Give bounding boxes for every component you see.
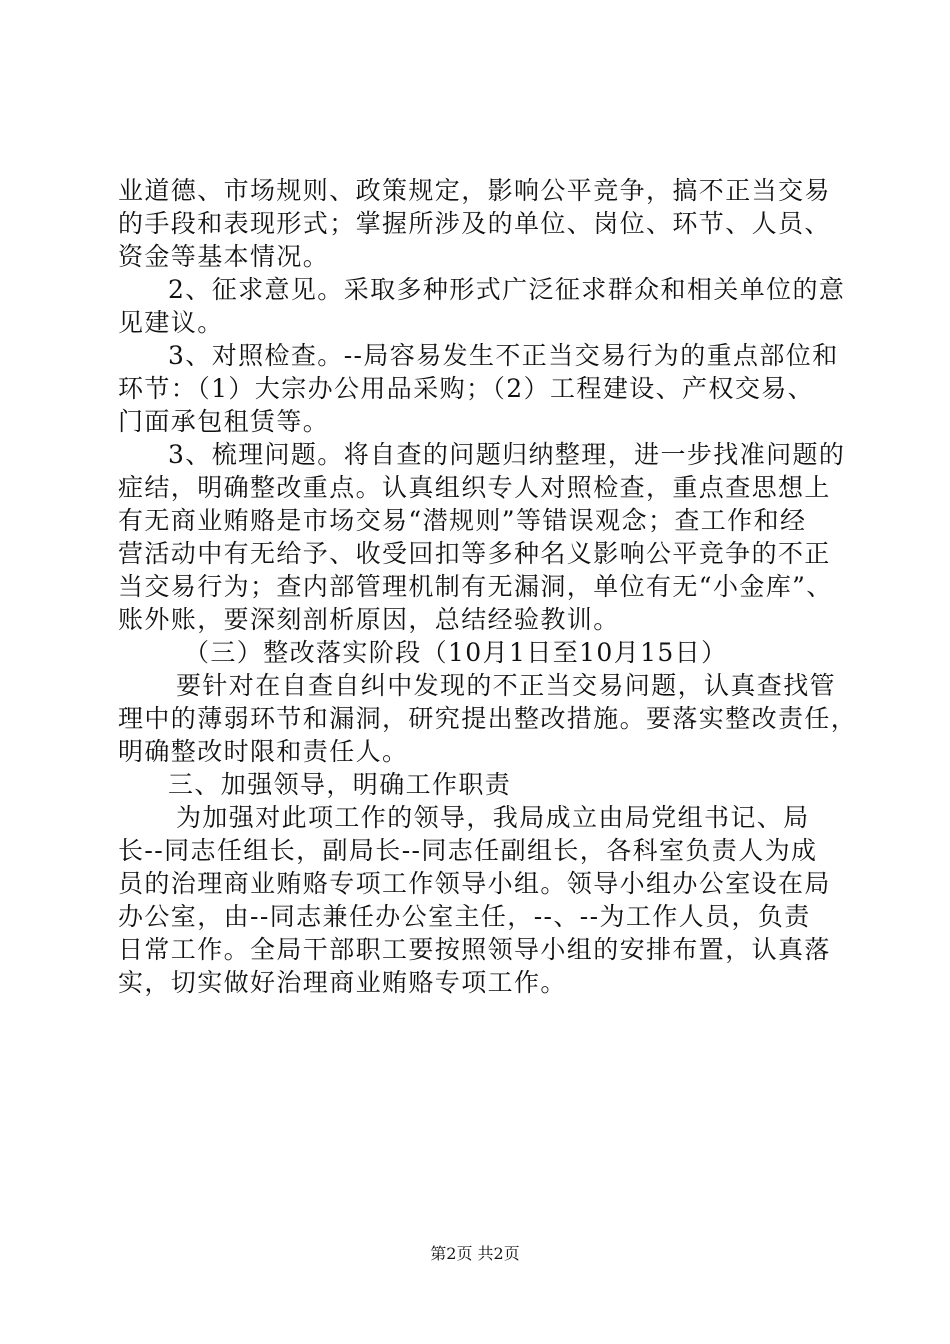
text-line: 资金等基本情况。 [118,242,330,271]
page-footer [0,1244,950,1264]
text-line: 要针对在自查自纠中发现的不正当交易问题，认真查找管 [176,671,837,700]
text-line: 有无商业贿赂是市场交易“潜规则”等错误观念；查工作和经 [118,506,807,535]
text-line: 3、对照检查。--局容易发生不正当交易行为的重点部位和 [168,341,839,370]
text-line: 业道德、市场规则、政策规定，影响公平竞争，搞不正当交易 [118,176,831,205]
section-heading: 三、加强领导，明确工作职责 [168,770,512,799]
text-line: 营活动中有无给予、收受回扣等多种名义影响公平竞争的不正 [118,539,831,568]
text-line: 门面承包租赁等。 [118,407,330,436]
section-heading: （三）整改落实阶段（10月1日至10月15日） [184,638,728,667]
text-line: 见建议。 [118,308,224,337]
text-line: 明确整改时限和责任人。 [118,737,409,766]
text-line: 的手段和表现形式；掌握所涉及的单位、岗位、环节、人员、 [118,209,831,238]
text-line: 实，切实做好治理商业贿赂专项工作。 [118,968,567,997]
text-line: 2、征求意见。采取多种形式广泛征求群众和相关单位的意 [168,275,846,304]
page-number: 第2页 共2页 [430,1244,520,1263]
text-line: 办公室，由--同志兼任办公室主任，--、--为工作人员，负责 [118,902,811,931]
text-line: 账外账，要深刻剖析原因，总结经验教训。 [118,605,620,634]
text-line: 为加强对此项工作的领导，我局成立由局党组书记、局 [176,803,810,832]
text-line: 症结，明确整改重点。认真组织专人对照检查，重点查思想上 [118,473,831,502]
text-line: 当交易行为；查内部管理机制有无漏洞，单位有无“小金库”、 [118,572,833,601]
text-line: 环节：（1）大宗办公用品采购；（2）工程建设、产权交易、 [118,374,815,403]
text-line: 员的治理商业贿赂专项工作领导小组。领导小组办公室设在局 [118,869,831,898]
text-line: 理中的薄弱环节和漏洞，研究提出整改措施。要落实整改责任， [118,704,858,733]
text-line: 长--同志任组长，副局长--同志任副组长，各科室负责人为成 [118,836,818,865]
text-line: 3、梳理问题。将自查的问题归纳整理，进一步找准问题的 [168,440,846,469]
text-line: 日常工作。全局干部职工要按照领导小组的安排布置，认真落 [118,935,831,964]
document-body [118,174,858,999]
